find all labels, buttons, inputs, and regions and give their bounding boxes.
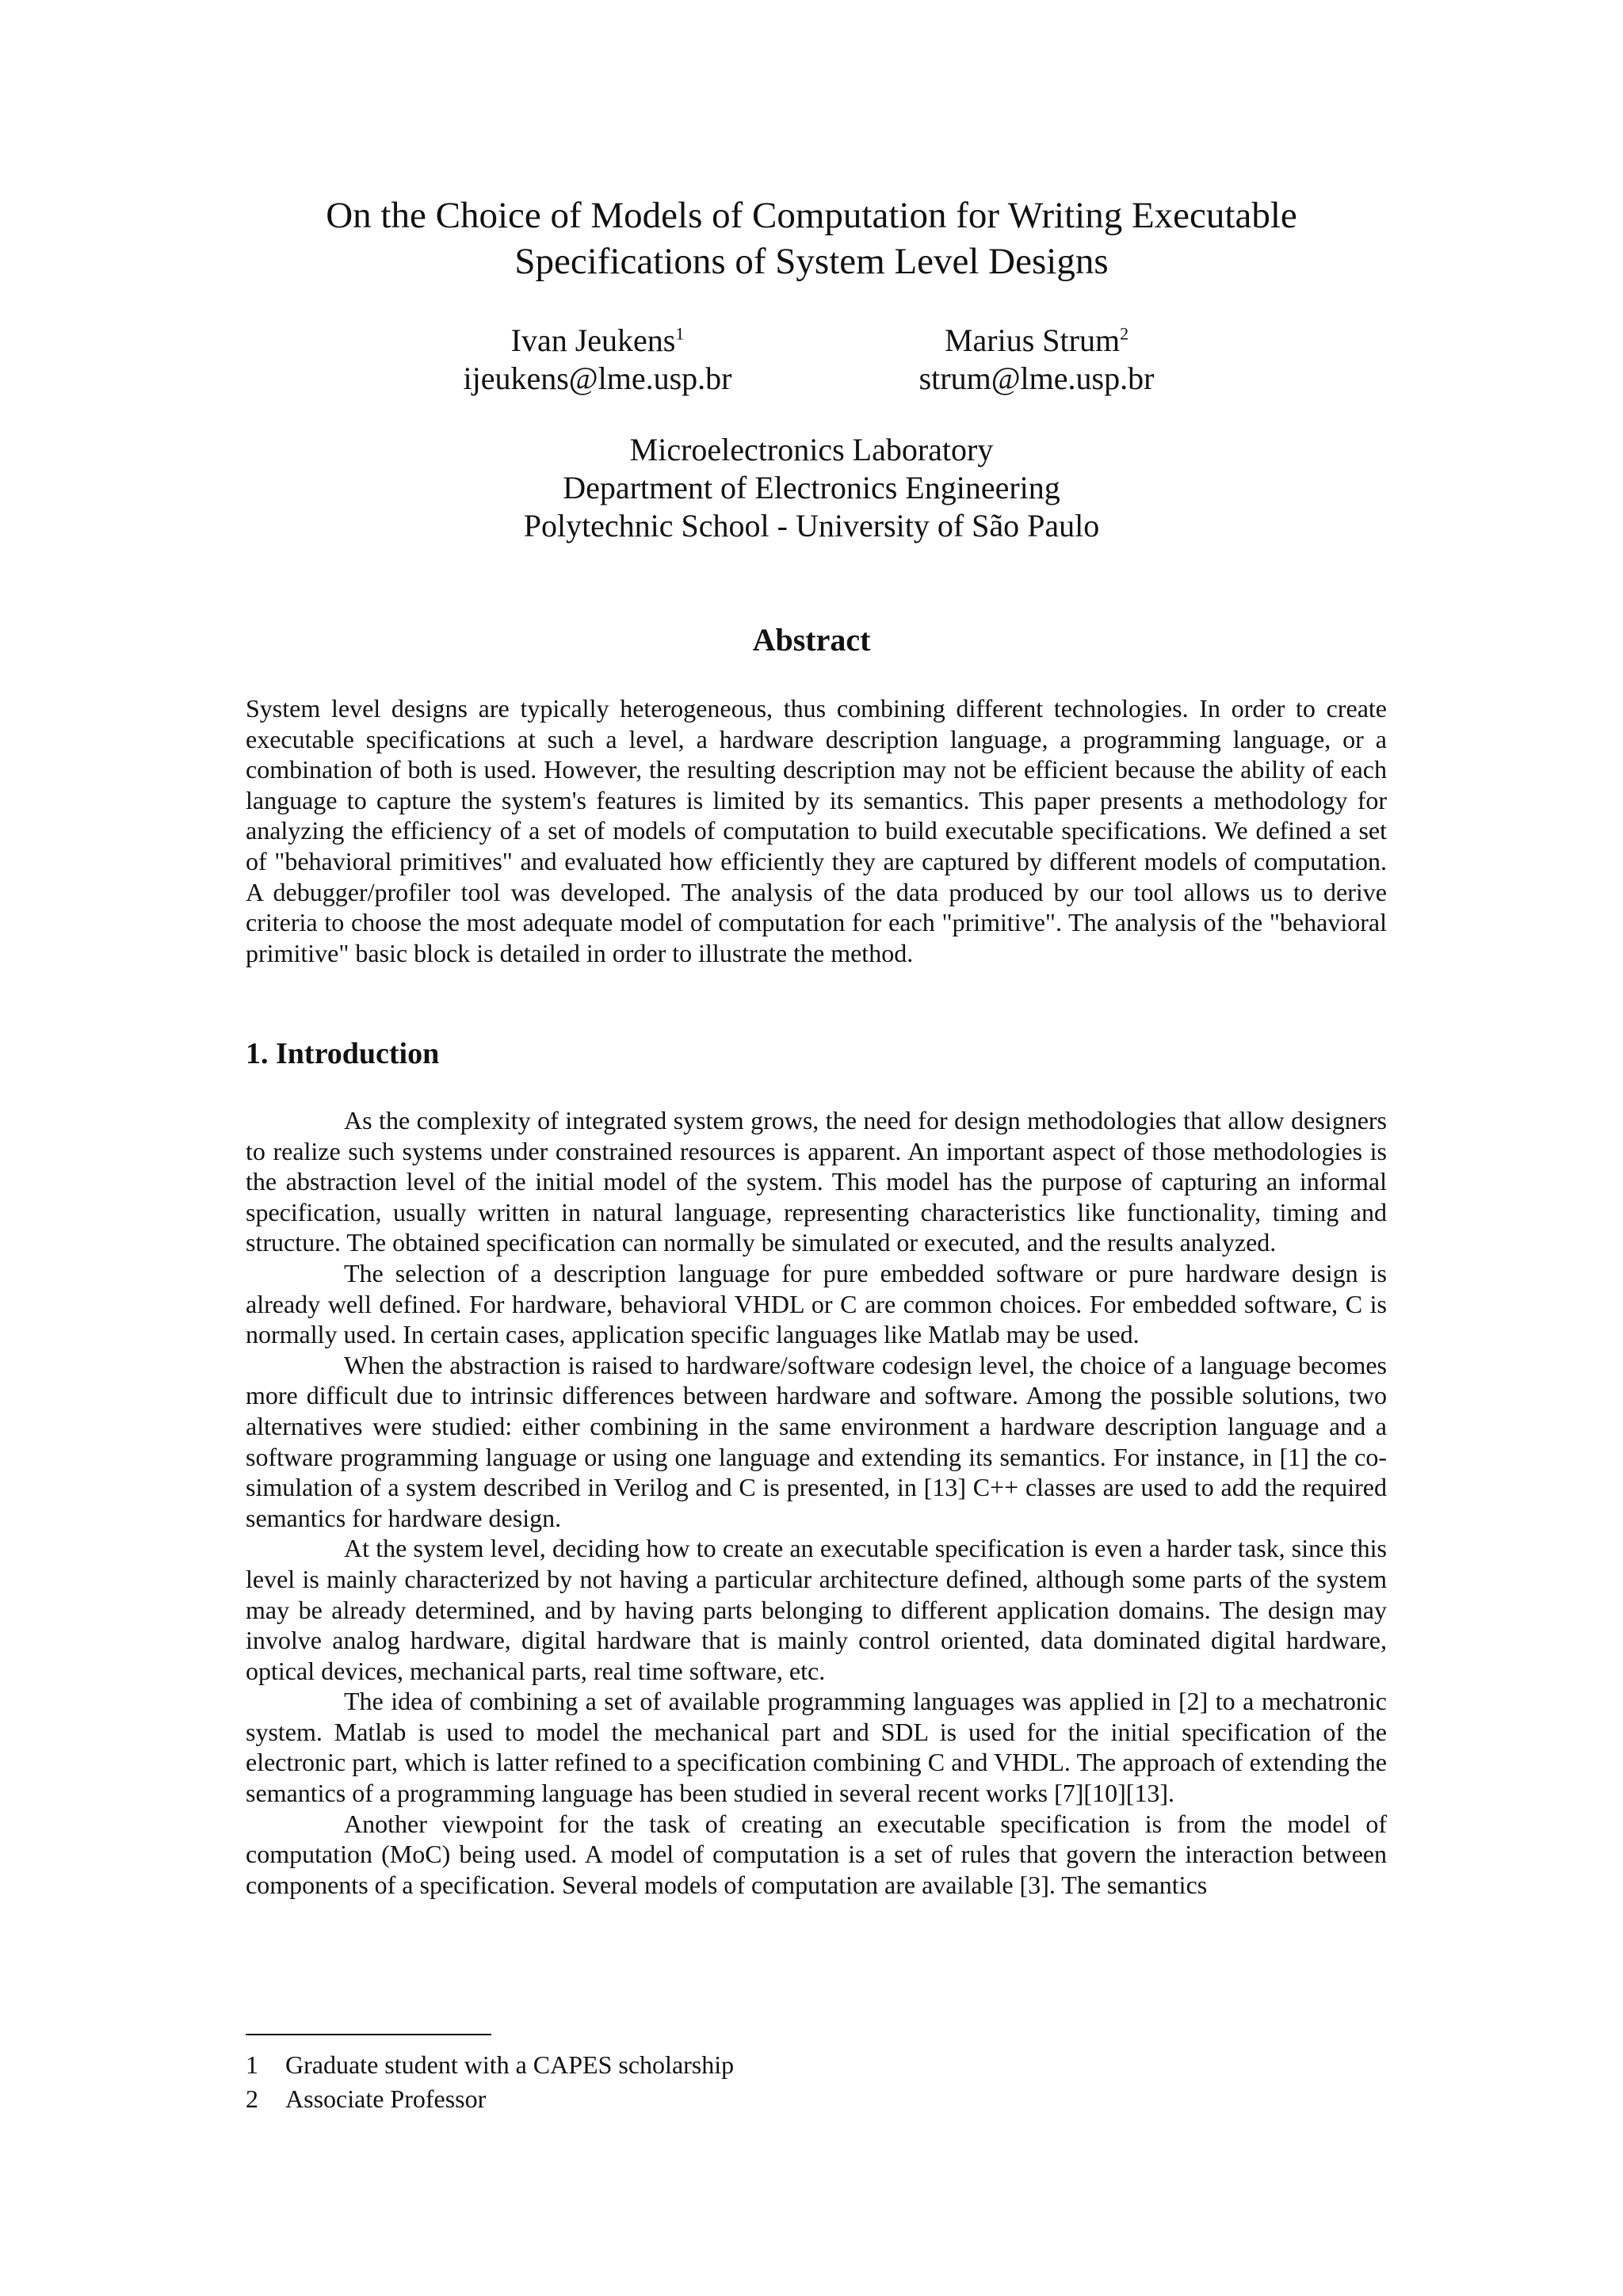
- footnotes: [246, 2048, 1355, 2116]
- intro-paragraph: The selection of a description language for pure embedded software or pure hardware design is already well defined. For hardware, behavioral VHDL or C are common choices. For embedded software, C is normally used. In certain cases, application specific languages like Matlab may be used.: [246, 1258, 1387, 1349]
- footnote-2-number: 2: [246, 2084, 258, 2113]
- author-2-name: Marius Strum: [944, 322, 1121, 358]
- affiliation-line-2: Department of Electronics Engineering: [563, 470, 1060, 505]
- intro-paragraph: When the abstraction is raised to hardware/software codesign level, the choice of a language becomes more difficult due to intrinsic differences between hardware and software. Among the possible solutions, two alternatives were studied: either combining in the same environment a hardware description language and a software programming language or using one language and extending its semantics. For instance, in [1] the co-simulation of a system described in Verilog and C is presented, in [13] C++ classes are used to add the required semantics for hardware design.: [246, 1350, 1387, 1532]
- affiliation-line-3: Polytechnic School - University of São Paulo: [523, 508, 1100, 543]
- author-1-name-line: [391, 322, 804, 360]
- abstract-text: System level designs are typically heterogeneous, thus combining different technologies. In order to create executable specifications at such a level, a hardware description language, a programming language, or a combination of both is used. However, the resulting description may not be efficient because the ability of each language to capture the system's features is limited by its semantics. This paper presents a methodology for analyzing the efficiency of a set of models of computation to build executable specifications. We defined a set of "behavioral primitives" and evaluated how efficiently they are captured by different models of computation. A debugger/profiler tool was developed. The analysis of the data produced by our tool allows us to derive criteria to choose the most adequate model of computation for each "primitive". The analysis of the "behavioral primitive" basic block is detailed in order to illustrate the method.: [246, 694, 1387, 967]
- affiliation-line-1: Microelectronics Laboratory: [629, 432, 994, 467]
- footnote-2: [246, 2082, 1355, 2116]
- intro-paragraph: At the system level, deciding how to create an executable specification is even a harder task, since this level is mainly characterized by not having a particular architecture defined, although some parts of the system may be already determined, and by having parts belonging to different application domains. The design may involve analog hardware, digital hardware that is mainly control oriented, data dominated digital hardware, optical devices, mechanical parts, real time software, etc.: [246, 1534, 1387, 1685]
- footnote-divider: [246, 2034, 491, 2035]
- footnote-2-text: Associate Professor: [285, 2084, 487, 2113]
- author-1-name: Ivan Jeukens: [510, 322, 676, 358]
- author-2: [831, 322, 1243, 398]
- title-line-2: Specifications of System Level Designs: [514, 241, 1109, 282]
- author-1: [391, 322, 804, 398]
- abstract-heading: Abstract: [752, 622, 871, 658]
- author-1-email: ijeukens@lme.usp.br: [463, 360, 732, 396]
- footnote-1-text: Graduate student with a CAPES scholarship: [285, 2050, 735, 2079]
- paper-title: [0, 193, 1623, 284]
- title-line-1: On the Choice of Models of Computation for Writing Executable: [326, 195, 1297, 236]
- affiliation: [0, 431, 1623, 545]
- author-list: [0, 322, 1623, 401]
- introduction-body: [246, 1105, 1387, 1900]
- author-2-email: strum@lme.usp.br: [918, 360, 1155, 396]
- intro-paragraph: The idea of combining a set of available programming languages was applied in [2] to a mechatronic system. Matlab is used to model the mechanical part and SDL is used for the initial specification of the electronic part, which is latter refined to a specification combining C and VHDL. The approach of extending the semantics of a programming language has been studied in several recent works [7][10][13].: [246, 1687, 1387, 1808]
- intro-paragraph: As the complexity of integrated system grows, the need for design methodologies that allow designers to realize such systems under constrained resources is apparent. An important aspect of those methodologies is the abstraction level of the initial model of the system. This model has the purpose of capturing an informal specification, usually written in natural language, representing characteristics like functionality, timing and structure. The obtained specification can normally be simulated or executed, and the results analyzed.: [246, 1106, 1387, 1257]
- author-2-name-line: [831, 322, 1243, 360]
- author-1-footnote-mark: 1: [675, 323, 685, 344]
- intro-paragraph: Another viewpoint for the task of creating an executable specification is from the model of computation (MoC) being used. A model of computation is a set of rules that govern the interaction between components of a specification. Several models of computation are available [3]. The semantics: [246, 1809, 1387, 1899]
- footnote-1: [246, 2048, 1355, 2082]
- footnote-1-number: 1: [246, 2050, 258, 2079]
- section-heading-introduction: 1. Introduction: [246, 1037, 440, 1070]
- author-2-footnote-mark: 2: [1120, 323, 1129, 344]
